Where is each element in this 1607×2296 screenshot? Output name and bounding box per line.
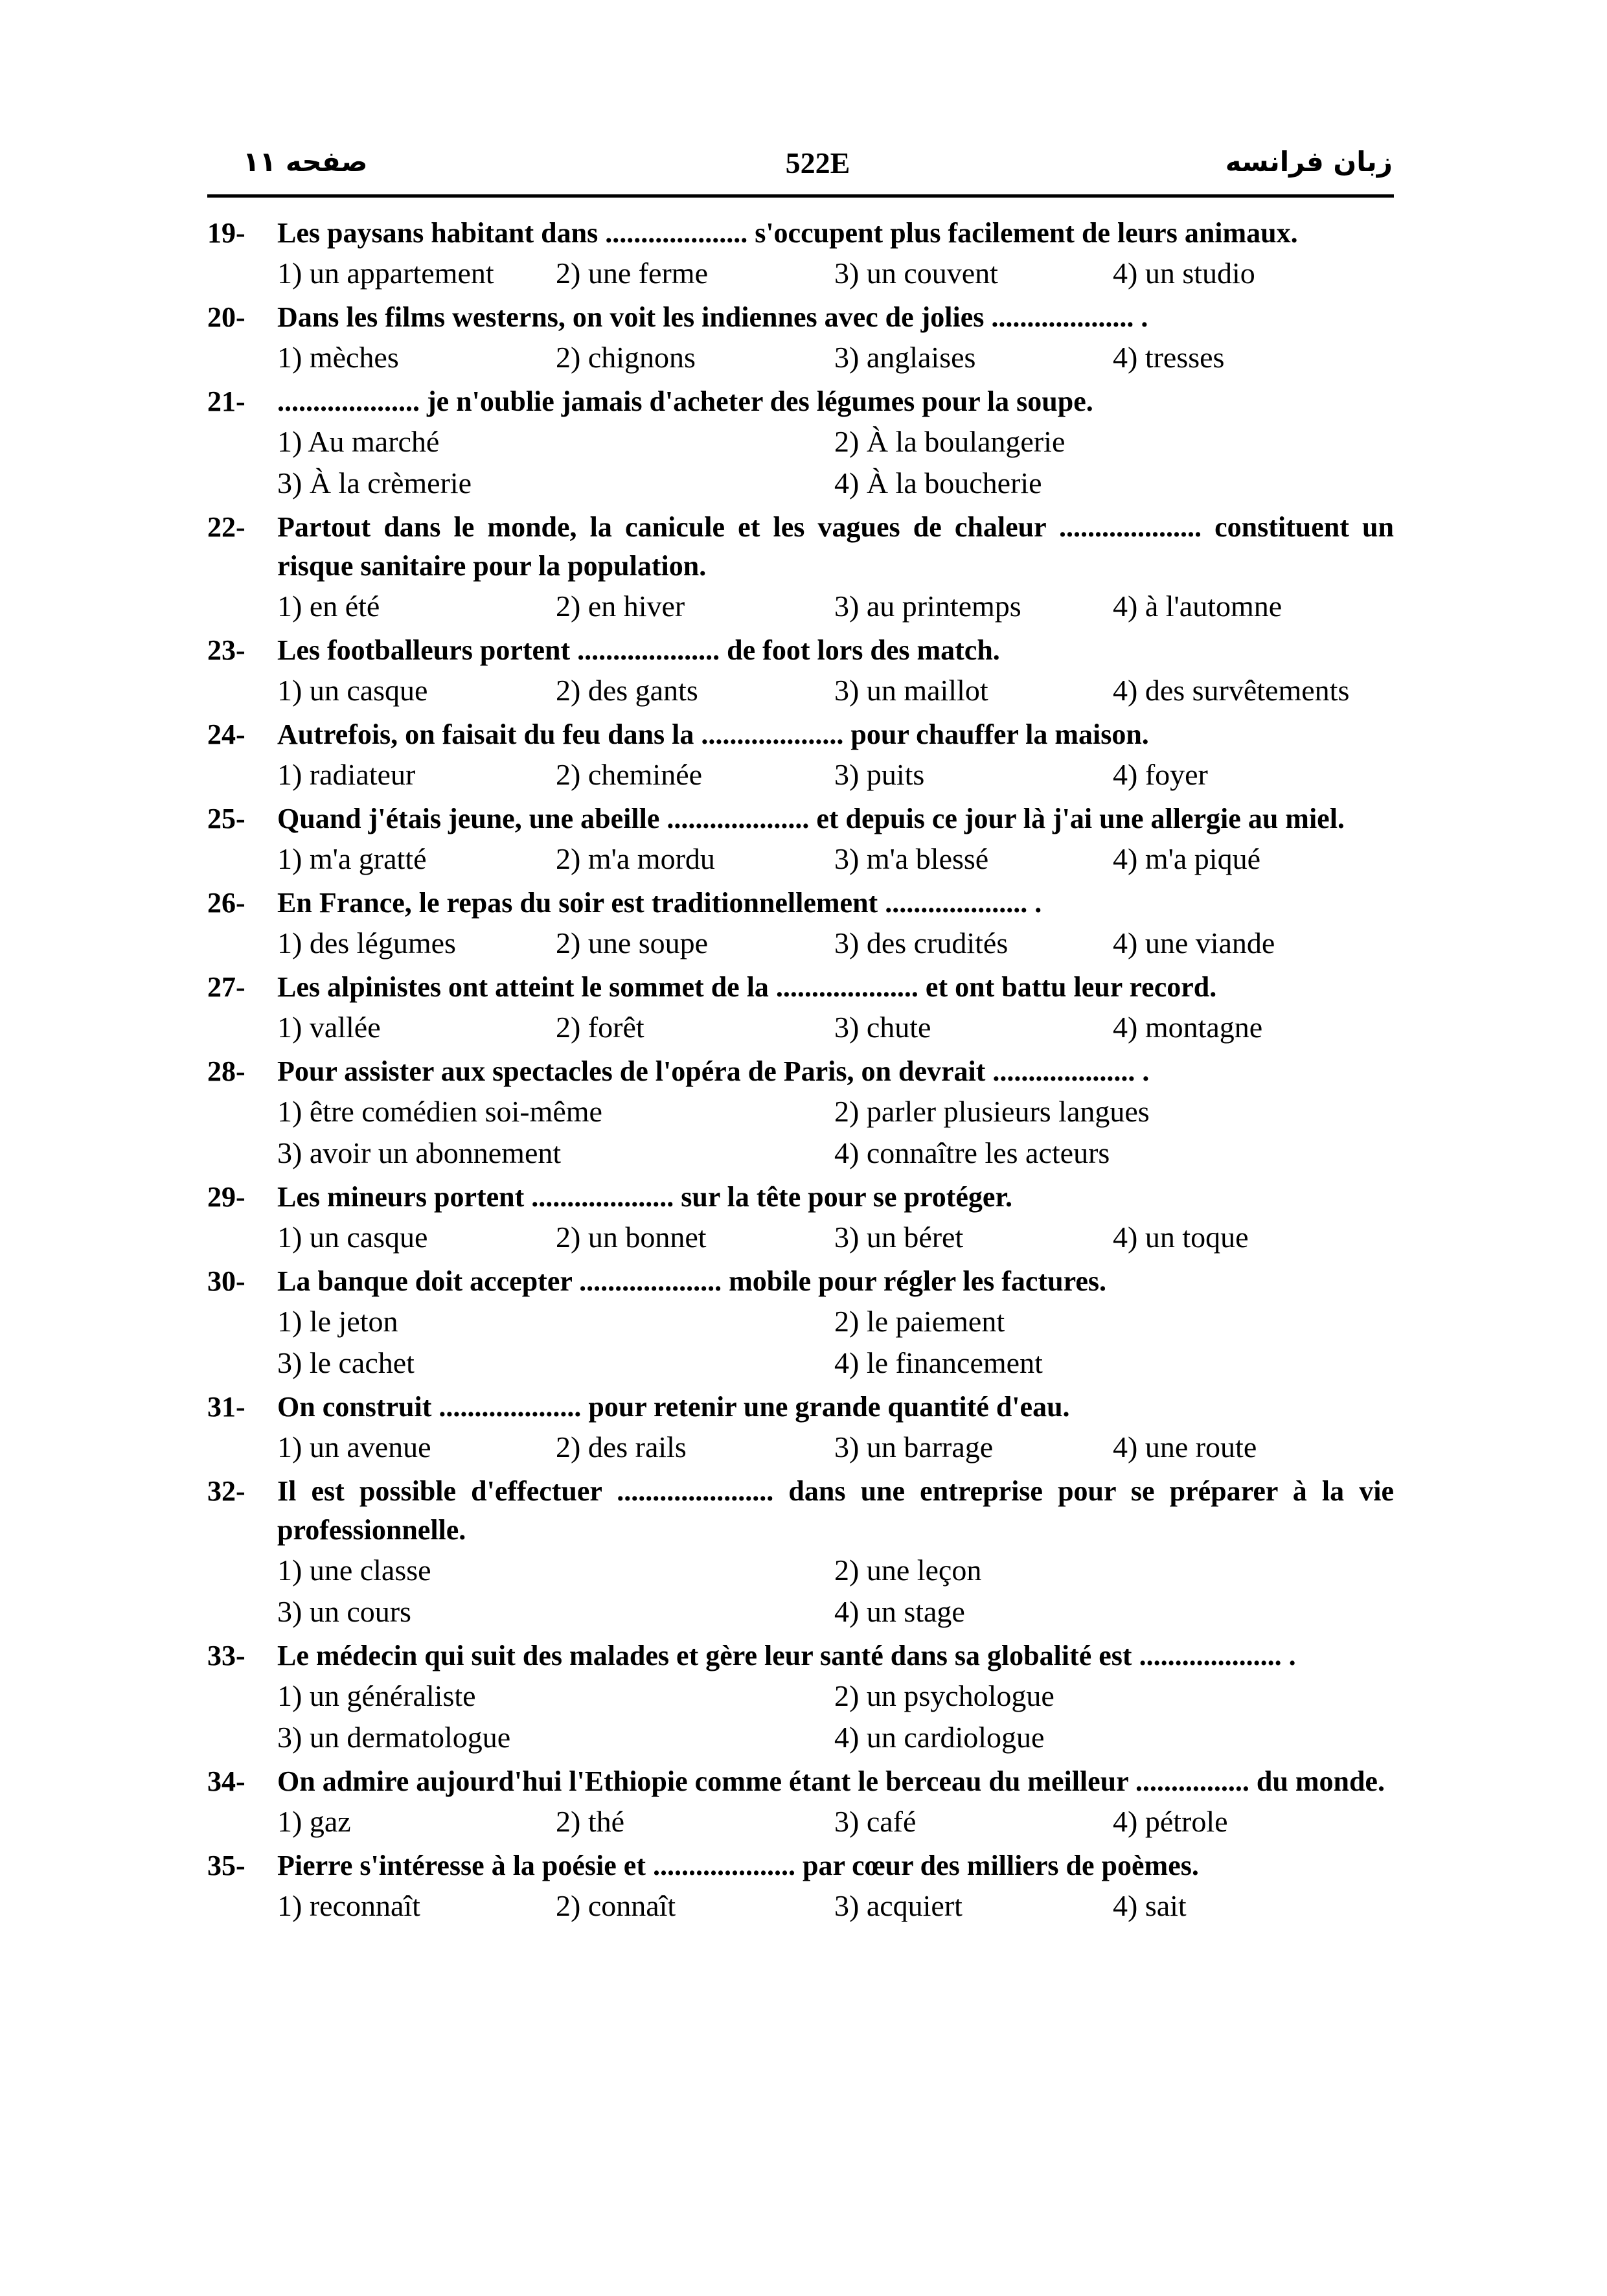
option-1: 1) un appartement bbox=[277, 257, 494, 290]
option-3: 3) un cours bbox=[277, 1595, 411, 1628]
option-1: 1) un casque bbox=[277, 674, 428, 707]
question-32 bbox=[207, 1472, 1394, 1633]
option-4: 4) une route bbox=[1113, 1430, 1257, 1464]
option-2: 2) À la boulangerie bbox=[834, 425, 1066, 458]
option-2: 2) thé bbox=[556, 1805, 625, 1838]
option-3: 3) des crudités bbox=[834, 926, 1009, 959]
option-1: 1) un casque bbox=[277, 1221, 428, 1254]
question-stem: Le médecin qui suit des malades et gère leur santé dans sa globalité est .................... . bbox=[277, 1640, 1296, 1671]
option-2: 2) un bonnet bbox=[556, 1221, 707, 1254]
option-4: 4) tresses bbox=[1113, 341, 1225, 374]
question-33 bbox=[207, 1636, 1394, 1758]
question-stem: On construit .................... pour retenir une grande quantité d'eau. bbox=[277, 1391, 1070, 1423]
option-4: 4) pétrole bbox=[1113, 1805, 1228, 1838]
question-stem: Dans les films westerns, on voit les indiennes avec de jolies .................... . bbox=[277, 301, 1148, 333]
option-1: 1) gaz bbox=[277, 1805, 351, 1838]
question-30 bbox=[207, 1262, 1394, 1384]
question-stem: Les paysans habitant dans .................... s'occupent plus facilement de leurs animaux. bbox=[277, 217, 1298, 249]
option-1: 1) Au marché bbox=[277, 425, 440, 458]
option-4: 4) À la boucherie bbox=[834, 466, 1042, 499]
option-1: 1) en été bbox=[277, 590, 380, 623]
option-2: 2) une leçon bbox=[834, 1554, 982, 1587]
question-number: 33- bbox=[207, 1640, 245, 1671]
question-26 bbox=[207, 884, 1394, 964]
question-22 bbox=[207, 508, 1394, 627]
option-3: 3) avoir un abonnement bbox=[277, 1136, 562, 1169]
option-2: 2) en hiver bbox=[556, 590, 685, 623]
answer-options bbox=[277, 1885, 1394, 1927]
option-1: 1) le jeton bbox=[277, 1305, 398, 1338]
option-3: 3) un béret bbox=[834, 1221, 964, 1254]
question-stem: Les footballeurs portent .................... de foot lors des match. bbox=[277, 634, 1000, 666]
question-stem: En France, le repas du soir est traditionnellement .................... . bbox=[277, 887, 1042, 919]
option-3: 3) acquiert bbox=[834, 1889, 963, 1922]
option-3: 3) le cachet bbox=[277, 1346, 415, 1379]
question-number: 23- bbox=[207, 634, 245, 666]
question-27 bbox=[207, 968, 1394, 1048]
option-1: 1) reconnaît bbox=[277, 1889, 420, 1922]
option-1: 1) m'a gratté bbox=[277, 842, 427, 875]
question-stem: La banque doit accepter .................... mobile pour régler les factures. bbox=[277, 1265, 1106, 1297]
option-2: 2) parler plusieurs langues bbox=[834, 1095, 1150, 1128]
option-4: 4) des survêtements bbox=[1113, 674, 1350, 707]
option-4: 4) montagne bbox=[1113, 1011, 1263, 1044]
question-stem: Il est possible d'effectuer ...................... dans une entreprise pour se préparer à la vie professionnelle. bbox=[277, 1475, 1394, 1546]
option-3: 3) chute bbox=[834, 1011, 931, 1044]
option-4: 4) une viande bbox=[1113, 926, 1275, 959]
subject-title: زبان فرانسه bbox=[1225, 146, 1393, 178]
question-number: 24- bbox=[207, 718, 245, 750]
option-2: 2) une soupe bbox=[556, 926, 709, 959]
option-2: 2) des rails bbox=[556, 1430, 687, 1464]
page-header bbox=[243, 146, 1393, 185]
option-2: 2) forêt bbox=[556, 1011, 644, 1044]
option-4: 4) foyer bbox=[1113, 758, 1208, 791]
question-28 bbox=[207, 1052, 1394, 1174]
question-stem: On admire aujourd'hui l'Ethiopie comme étant le berceau du meilleur ................ du monde. bbox=[277, 1765, 1385, 1797]
question-number: 19- bbox=[207, 217, 245, 249]
question-number: 30- bbox=[207, 1265, 245, 1297]
question-stem: Les alpinistes ont atteint le sommet de la .................... et ont battu leur record. bbox=[277, 971, 1217, 1003]
option-1: 1) une classe bbox=[277, 1554, 431, 1587]
question-25 bbox=[207, 799, 1394, 880]
question-number: 28- bbox=[207, 1055, 245, 1087]
question-stem: Partout dans le monde, la canicule et les vagues de chaleur .................... constituent un risque sanitaire pour la population. bbox=[277, 511, 1394, 582]
option-2: 2) chignons bbox=[556, 341, 696, 374]
question-number: 31- bbox=[207, 1391, 245, 1423]
option-3: 3) anglaises bbox=[834, 341, 976, 374]
option-3: 3) m'a blessé bbox=[834, 842, 989, 875]
question-stem: .................... je n'oublie jamais d'acheter des légumes pour la soupe. bbox=[277, 385, 1093, 417]
option-1: 1) radiateur bbox=[277, 758, 416, 791]
answer-options bbox=[277, 1550, 1394, 1633]
answer-options bbox=[277, 253, 1394, 294]
question-number: 32- bbox=[207, 1475, 245, 1507]
answer-options bbox=[277, 1091, 1394, 1174]
option-4: 4) un toque bbox=[1113, 1221, 1249, 1254]
question-stem: Pierre s'intéresse à la poésie et .................... par cœur des milliers de poèmes. bbox=[277, 1850, 1199, 1881]
answer-options bbox=[277, 1801, 1394, 1843]
question-stem: Pour assister aux spectacles de l'opéra de Paris, on devrait .................... . bbox=[277, 1055, 1150, 1087]
option-4: 4) un stage bbox=[834, 1595, 965, 1628]
question-number: 27- bbox=[207, 971, 245, 1003]
option-4: 4) le financement bbox=[834, 1346, 1043, 1379]
question-19 bbox=[207, 214, 1394, 294]
option-1: 1) mèches bbox=[277, 341, 399, 374]
answer-options bbox=[277, 754, 1394, 796]
option-4: 4) m'a piqué bbox=[1113, 842, 1261, 875]
exam-code: 522E bbox=[785, 146, 850, 179]
answer-options bbox=[277, 1427, 1394, 1468]
option-3: 3) un dermatologue bbox=[277, 1721, 511, 1754]
answer-options bbox=[277, 337, 1394, 378]
question-number: 35- bbox=[207, 1850, 245, 1881]
header-divider bbox=[207, 194, 1394, 198]
option-3: 3) au printemps bbox=[834, 590, 1021, 623]
question-number: 34- bbox=[207, 1765, 245, 1797]
question-35 bbox=[207, 1846, 1394, 1927]
option-3: 3) À la crèmerie bbox=[277, 466, 472, 499]
question-34 bbox=[207, 1762, 1394, 1843]
question-number: 25- bbox=[207, 803, 245, 834]
option-2: 2) une ferme bbox=[556, 257, 708, 290]
answer-options bbox=[277, 1217, 1394, 1258]
answer-options bbox=[277, 923, 1394, 964]
answer-options bbox=[277, 838, 1394, 880]
option-2: 2) un psychologue bbox=[834, 1679, 1054, 1712]
page-number: صفحه ۱۱ bbox=[243, 146, 368, 178]
question-stem: Autrefois, on faisait du feu dans la .................... pour chauffer la maison. bbox=[277, 718, 1149, 750]
option-4: 4) un studio bbox=[1113, 257, 1255, 290]
option-1: 1) vallée bbox=[277, 1011, 381, 1044]
option-1: 1) un généraliste bbox=[277, 1679, 476, 1712]
option-4: 4) connaître les acteurs bbox=[834, 1136, 1110, 1169]
answer-options bbox=[277, 586, 1394, 627]
answer-options bbox=[277, 670, 1394, 711]
question-23 bbox=[207, 631, 1394, 711]
option-1: 1) un avenue bbox=[277, 1430, 431, 1464]
option-3: 3) café bbox=[834, 1805, 917, 1838]
option-3: 3) un maillot bbox=[834, 674, 988, 707]
question-list bbox=[207, 214, 1394, 1931]
option-2: 2) le paiement bbox=[834, 1305, 1005, 1338]
question-number: 21- bbox=[207, 385, 245, 417]
option-1: 1) des légumes bbox=[277, 926, 456, 959]
question-20 bbox=[207, 298, 1394, 378]
option-2: 2) cheminée bbox=[556, 758, 703, 791]
option-4: 4) sait bbox=[1113, 1889, 1187, 1922]
answer-options bbox=[277, 1301, 1394, 1384]
option-1: 1) être comédien soi-même bbox=[277, 1095, 602, 1128]
option-3: 3) un couvent bbox=[834, 257, 998, 290]
option-3: 3) un barrage bbox=[834, 1430, 994, 1464]
option-4: 4) à l'automne bbox=[1113, 590, 1282, 623]
question-number: 26- bbox=[207, 887, 245, 919]
option-2: 2) connaît bbox=[556, 1889, 676, 1922]
question-number: 29- bbox=[207, 1181, 245, 1213]
question-number: 20- bbox=[207, 301, 245, 333]
option-2: 2) m'a mordu bbox=[556, 842, 715, 875]
question-24 bbox=[207, 715, 1394, 796]
question-stem: Les mineurs portent .................... sur la tête pour se protéger. bbox=[277, 1181, 1012, 1213]
question-stem: Quand j'étais jeune, une abeille .................... et depuis ce jour là j'ai une allergie au miel. bbox=[277, 803, 1345, 834]
option-3: 3) puits bbox=[834, 758, 925, 791]
question-31 bbox=[207, 1388, 1394, 1468]
option-2: 2) des gants bbox=[556, 674, 698, 707]
question-21 bbox=[207, 382, 1394, 504]
answer-options bbox=[277, 1007, 1394, 1048]
answer-options bbox=[277, 1675, 1394, 1758]
question-number: 22- bbox=[207, 511, 245, 543]
question-29 bbox=[207, 1178, 1394, 1258]
answer-options bbox=[277, 421, 1394, 504]
option-4: 4) un cardiologue bbox=[834, 1721, 1045, 1754]
